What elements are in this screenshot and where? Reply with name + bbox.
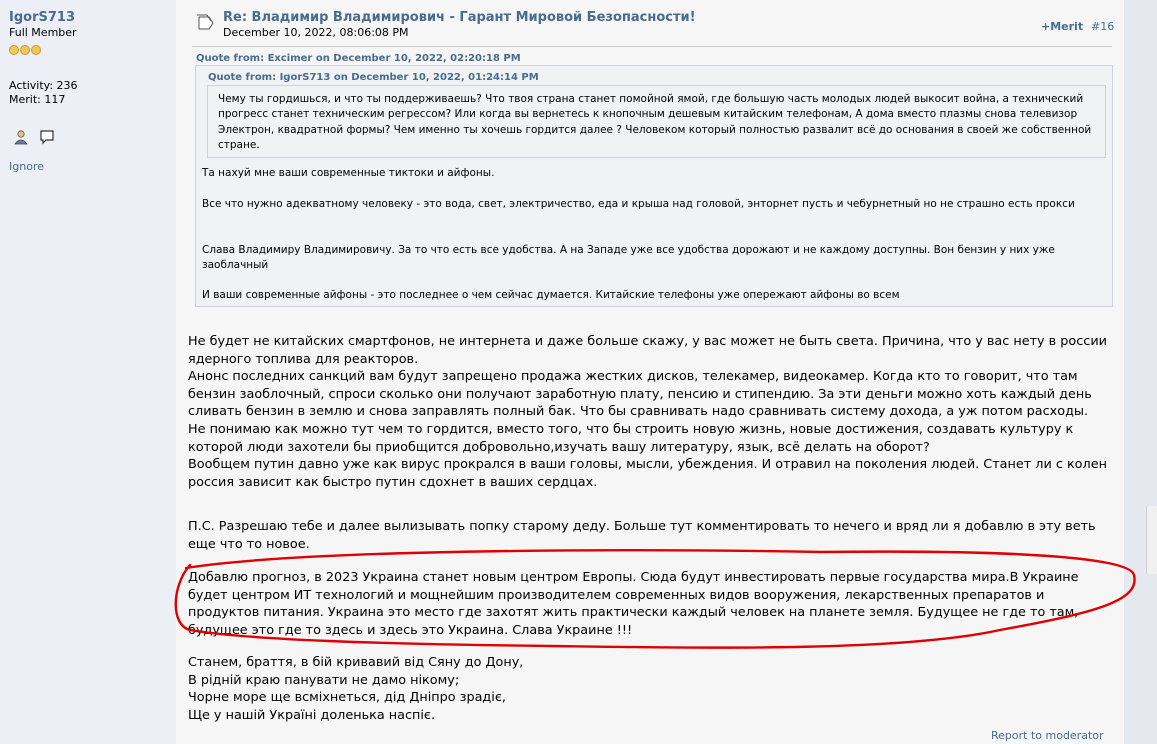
topic-icon xyxy=(196,14,216,36)
quote-inner xyxy=(207,85,1106,158)
quote-paragraph: И ваши современные айфоны - это последнее о чем сейчас думается. Китайские телефоны уже опережают айфоны во всем xyxy=(202,289,900,301)
quote-header-outer[interactable]: Quote from: Excimer on December 10, 2022, 02:20:18 PM xyxy=(196,53,521,64)
poem-line: Ще у нашій Україні доленька наспіє. xyxy=(188,707,436,723)
message-icon[interactable] xyxy=(39,129,55,149)
poster-name[interactable]: IgorS713 xyxy=(9,10,75,25)
rank-stars xyxy=(9,40,42,52)
poster-info xyxy=(0,0,176,744)
star-icon xyxy=(9,45,19,55)
ignore-link[interactable]: Ignore xyxy=(9,160,44,173)
poem-line: Станем, браття, в бій кривавий від Сяну до Дону, xyxy=(188,655,524,670)
divider xyxy=(192,46,1112,47)
quote-paragraph: Та нахуй мне ваши современные тиктоки и айфоны. xyxy=(202,167,495,179)
poem-line: В рідній краю панувати не дамо нікому; xyxy=(188,672,460,688)
poster-icons xyxy=(13,129,60,149)
post-paragraph-ps: П.С. Разрешаю тебе и далее вылизывать попку старому деду. Больше тут комментировать то нечего и вряд ли я добавлю в эту веть еще что то новое. xyxy=(188,519,1096,552)
poem-line: Чорне море ще всміхнеться, дід Дніпро зрадіє, xyxy=(188,690,506,706)
quote-outer xyxy=(195,65,1113,307)
poster-rank: Full Member xyxy=(9,26,77,39)
quote-inner-text: Чему ты гордишься, и что ты поддерживаешь? Что твоя страна станет помойной ямой, где большую часть молодых людей выкосит война, а технический прогресс станет техническим регрессом? Или когда вы вернетесь к кнопочным дешевым китайским телефонам, А дома вместо плазмы снова телевизор Электрон, квадратной формы? Чем именно ты хочешь гордится далее ? Человеком который полностью развалит всё до основания в своей же собственной стране. xyxy=(218,93,1092,151)
star-icon xyxy=(31,45,41,55)
post-paragraph-main: Не будет не китайских смартфонов, не интернета и даже больше скажу, у вас может не быть света. Причина, что у вас нету в россии ядерного топлива для реакторов. Анонс последних санкций вам будут запрещено продажа жестких дисков, телекамер, видеокамер. Когда кто то говорит, что там бензин заоблочный, спроси сколько они получают заработную плату, пенсию и стипендию. За эти деньги можно хоть каждый день сливать бензин в землю и снова заправлять полный бак. Что бы сравнивать надо сравнивать систему дохода, а уж потом расходы. Не понимаю как можно тут чем то гордится, вместо того, что бы строить новую жизнь, новые достижения, создавать культуру к которой люди захотели бы приобщится добровольно,изучать вашу литературу, язык, всё делать на оборот? Вообщем путин давно уже как вирус прокрался в ваши головы, мысли, убеждения. И отравил на поколения людей. Станет ли с колен россия зависит как быстро путин сдохнет в ваших сердцах. xyxy=(188,334,1107,490)
scrollbar-thumb[interactable] xyxy=(1146,506,1157,574)
poster-merit: Merit: 117 xyxy=(9,93,66,106)
post-date: December 10, 2022, 08:06:08 PM xyxy=(223,26,409,39)
post-poem xyxy=(188,654,1118,724)
post-number[interactable]: #16 xyxy=(1091,20,1115,33)
quote-paragraph: Все что нужно адекватному человеку - это вода, свет, электричество, еда и крыша над головой, энторнет пусть и чебурнетный но не страшно есть прокси xyxy=(202,198,1075,210)
post-subject[interactable]: Re: Владимир Владимирович - Гарант Мировой Безопасности! xyxy=(223,10,696,25)
quote-header-inner[interactable]: Quote from: IgorS713 on December 10, 2022, 01:24:14 PM xyxy=(208,72,539,83)
merit-button[interactable]: +Merit xyxy=(1041,20,1084,33)
report-to-moderator-link[interactable]: Report to moderator xyxy=(991,729,1104,742)
quote-paragraph: Слава Владимиру Владимировичу. За то что есть все удобства. А на Западе уже все удобства дорожают и не каждому доступны. Вон бензин у них уже заоблачный xyxy=(202,244,1055,272)
poster-activity: Activity: 236 xyxy=(9,79,78,92)
profile-icon[interactable] xyxy=(13,129,29,149)
post-paragraph-forecast: Добавлю прогноз, в 2023 Украина станет новым центром Европы. Сюда будут инвестировать первые государства мира.В Украине будет центром ИТ технологий и мощнейшим производителем современных видов вооружения, лекарственных препаратов и продуктов питания. Украина это место где захотят жить практически каждый человек на планете земля. Будущее не где то там, будущее это где то здесь и здесь это Украина. Слава Украине !!! xyxy=(188,570,1079,638)
star-icon xyxy=(20,45,30,55)
